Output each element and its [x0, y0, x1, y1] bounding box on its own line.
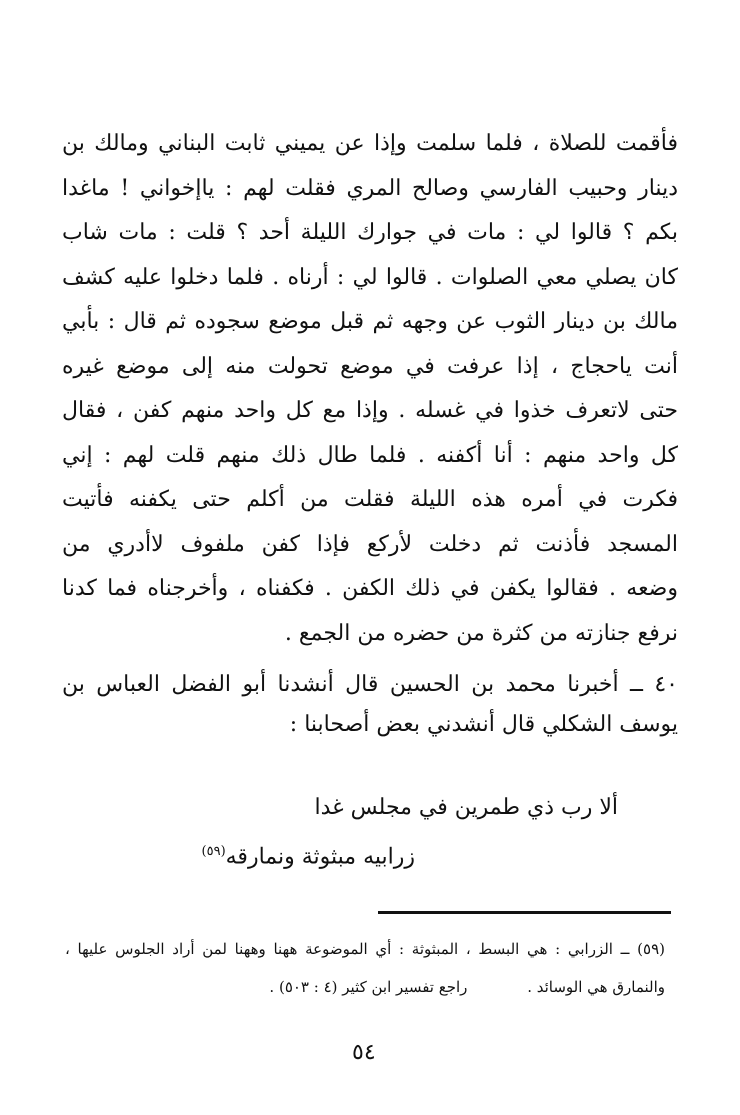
paragraph-line: فأقمت للصلاة ، فلما سلمت وإذا عن يميني ثابت البناني ومالك بن — [62, 131, 678, 156]
entry-line: يوسف الشكلي قال أنشدني بعض أصحابنا : — [289, 712, 678, 737]
paragraph-line: حتى لاتعرف خذوا في غسله . وإذا مع كل واحد منهم كفن ، فقال — [62, 398, 678, 423]
verse-line-2 — [202, 834, 415, 875]
footnote-reference: راجع تفسير ابن كثير (٤ : ٥٠٣) . — [269, 978, 468, 996]
footnote-line-2 — [65, 968, 665, 1006]
paragraph-line: كل واحد منهم : أنا أكفنه . فلما طال ذلك منهم قلت لهم : إني — [62, 442, 678, 468]
verse-line-2-text: زرابيه مبثوثة ونمارقه — [225, 844, 415, 870]
verse-line-1: ألا رب ذي طمرين في مجلس غدا — [314, 795, 618, 820]
paragraph-line: كان يصلي معي الصلوات . قالوا لي : أرناه . فلما دخلوا عليه كشف — [62, 264, 678, 290]
footnote-text: والنمارق هي الوسائد . — [527, 978, 665, 996]
hadith-entry-40 — [62, 665, 678, 745]
paragraph-line: فكرت في أمره هذه الليلة فقلت من أكلم حتى يكفنه فأتيت — [62, 487, 678, 512]
paragraph-line: أنت ياحجاج ، إذا عرفت في موضع تحولت منه إلى موضع غيره — [62, 353, 678, 379]
paragraph-line: بكم ؟ قالوا لي : مات في جوارك الليلة أحد ؟ قلت : مات شاب — [62, 220, 678, 245]
paragraph-line: نرفع جنازته من كثرة من حضره من الجمع . — [284, 620, 678, 646]
paragraph-line: وضعه . فقالوا يكفن في ذلك الكفن . فكفناه ، وأخرجناه فما كدنا — [62, 576, 678, 601]
footnote-divider — [378, 911, 671, 914]
footnote — [65, 930, 665, 1006]
footnote-line-1: (٥٩) ــ الزرابي : هي البسط ، المبثوثة : أي الموضوعة ههنا وههنا لمن أراد الجلوس عليها ، — [65, 940, 665, 958]
page-number: ٥٤ — [352, 1040, 376, 1065]
paragraph-line: المسجد فأذنت ثم دخلت لأركع فإذا كفن ملفوف لاأدري من — [62, 531, 678, 557]
paragraph-line: دينار وحبيب الفارسي وصالح المري فقلت لهم : ياإخواني ! ماغدا — [62, 175, 678, 201]
footnote-marker: (٥٩) — [201, 844, 226, 859]
entry-line: ٤٠ ــ أخبرنا محمد بن الحسين قال أنشدنا أبو الفضل العباس بن — [62, 672, 678, 697]
main-paragraph — [62, 122, 678, 656]
paragraph-line: مالك بن دينار الثوب عن وجهه ثم قبل موضع سجوده ثم قال : بأبي — [62, 309, 678, 334]
